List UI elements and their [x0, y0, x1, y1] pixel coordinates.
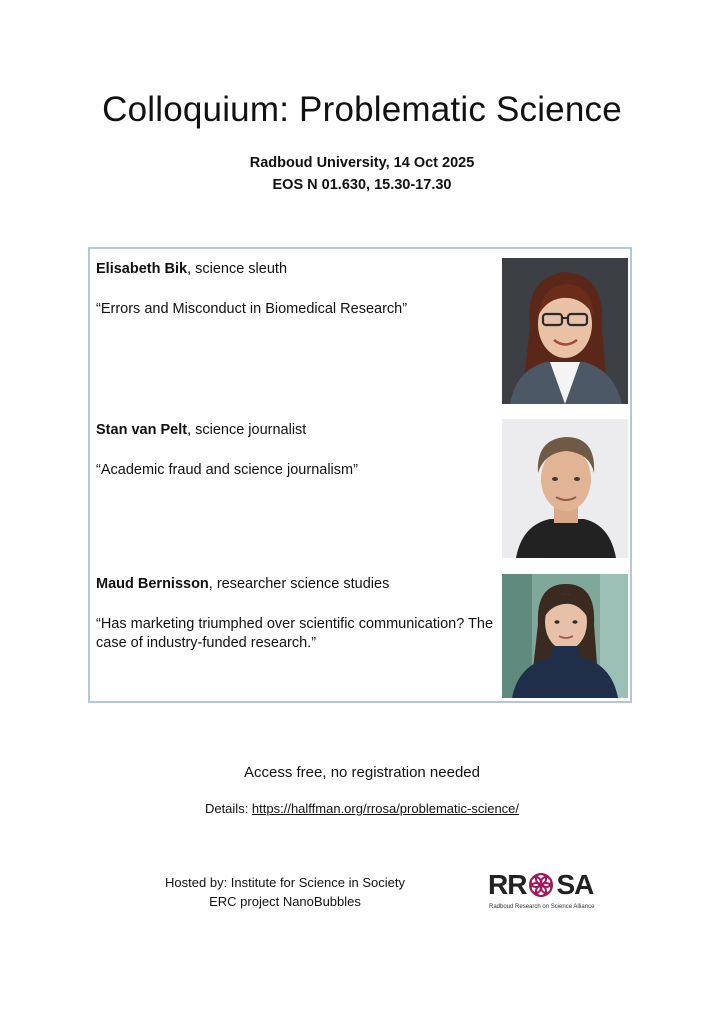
speaker-name: Maud Bernisson: [96, 576, 209, 592]
talk-title: “Errors and Misconduct in Biomedical Research”: [96, 301, 408, 317]
portrait-image: [502, 574, 628, 698]
speaker-name: Stan van Pelt: [96, 422, 188, 438]
hosted-line-project: ERC project NanoBubbles: [209, 894, 361, 909]
talk-title: “Academic fraud and science journalism”: [96, 462, 358, 478]
access-note: Access free, no registration needed: [244, 764, 480, 781]
portrait-image: [502, 258, 628, 404]
speaker-bik: [96, 260, 496, 319]
poster-title: Colloquium: Problematic Science: [102, 90, 622, 129]
talk-title: “Has marketing triumphed over scientific communication? The case of industry-funded research.”: [96, 616, 494, 651]
hosted-line-institute: Hosted by: Institute for Science in Society: [165, 875, 405, 890]
room-time-line: EOS N 01.630, 15.30-17.30: [272, 177, 452, 193]
rrosa-logo: [488, 869, 628, 917]
speaker-photo-bernisson: [502, 574, 628, 698]
speaker-photo-bik: [502, 258, 628, 404]
speaker-role: , science journalist: [187, 422, 307, 438]
venue-date-line: Radboud University, 14 Oct 2025: [249, 155, 475, 171]
speakers-panel: [88, 247, 632, 703]
details-link[interactable]: https://halffman.org/rrosa/problematic-science/: [251, 801, 520, 816]
speaker-bernisson: [96, 575, 496, 653]
rose-flower-icon: [527, 871, 555, 899]
speaker-role: , researcher science studies: [208, 576, 390, 592]
logo-letters-right: SA: [556, 869, 594, 900]
details-line: [0, 801, 724, 816]
speaker-name-line: [96, 575, 496, 594]
speaker-role: , science sleuth: [187, 261, 288, 277]
logo-wordmark: [488, 869, 593, 901]
speaker-name-line: [96, 260, 496, 279]
speaker-photo-van-pelt: [502, 419, 628, 558]
details-label: Details:: [204, 801, 252, 816]
portrait-image: [502, 419, 628, 558]
speaker-van-pelt: [96, 421, 496, 480]
hosted-by: [150, 873, 420, 911]
speaker-name-line: [96, 421, 496, 440]
logo-tagline: Radboud Research on Science Alliance: [489, 904, 595, 910]
logo-letters-left: RR: [488, 869, 527, 900]
speaker-name: Elisabeth Bik: [96, 261, 188, 277]
